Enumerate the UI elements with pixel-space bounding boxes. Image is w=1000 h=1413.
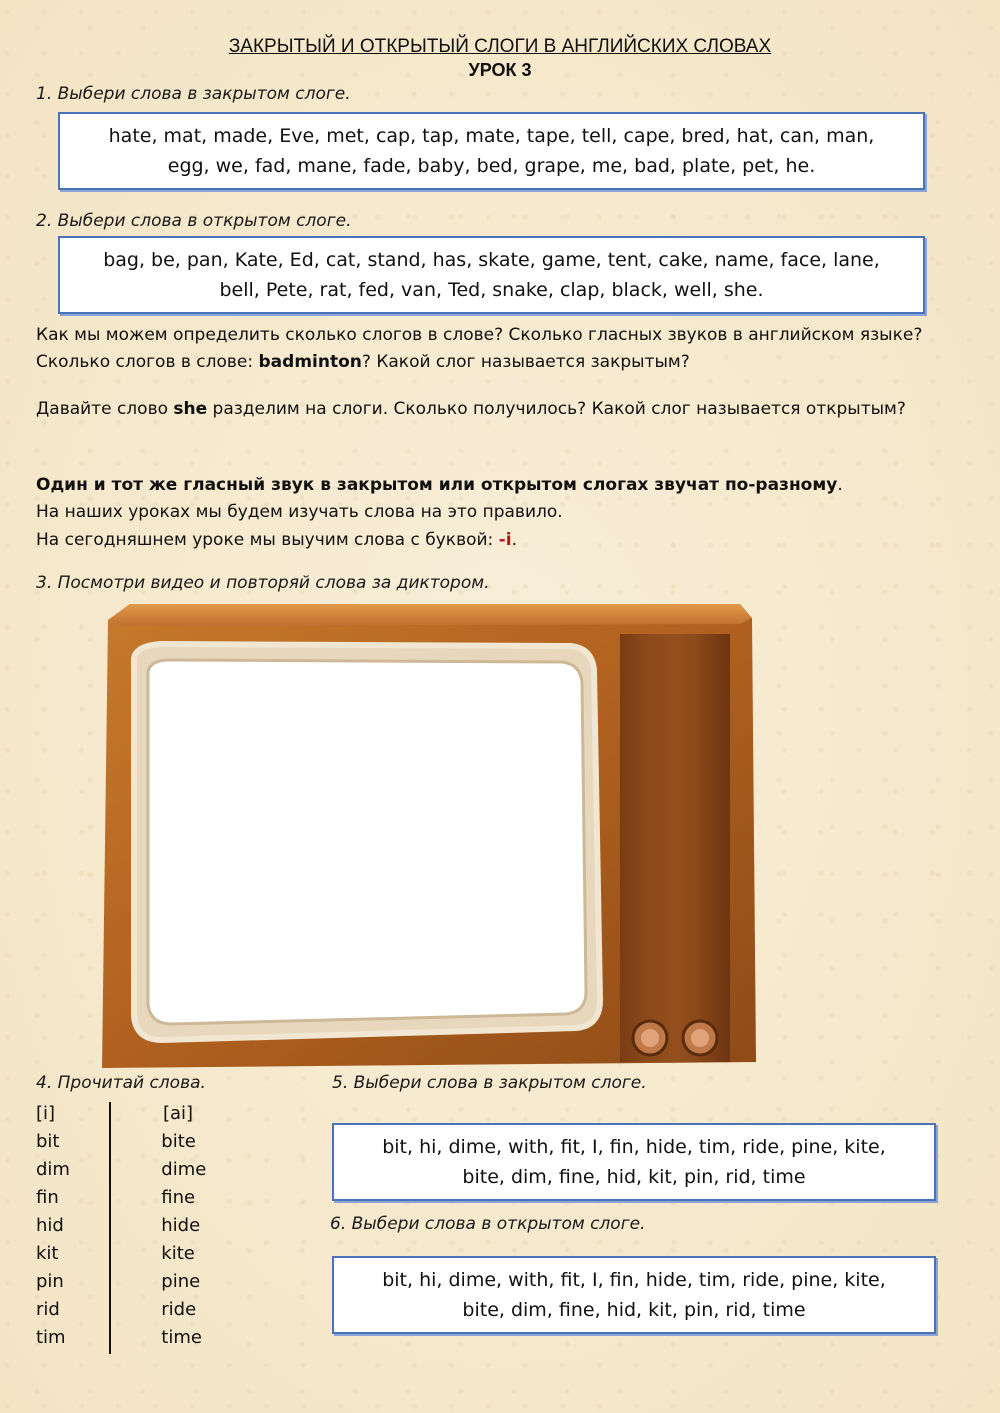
short-word: fin xyxy=(36,1187,59,1208)
long-word: ride xyxy=(161,1299,197,1320)
info-text: На сегодняшнем уроке мы выучим слова с буквой: xyxy=(36,530,499,550)
long-i-header: [ai] xyxy=(162,1103,194,1124)
table-row xyxy=(36,1156,226,1184)
long-word: time xyxy=(161,1327,202,1348)
example-word-badminton: badminton xyxy=(258,352,362,372)
task1-label: 1. Выбери слова в закрытом слоге. xyxy=(36,84,351,104)
table-row xyxy=(36,1184,226,1212)
rule-period: . xyxy=(837,475,843,495)
task2-words-line2: bell, Pete, rat, fed, van, Ted, snake, clap, black, well, she. xyxy=(219,279,764,301)
word-pairs-table xyxy=(36,1100,226,1352)
tv-top-edge xyxy=(108,604,752,626)
task2-words-line1: bag, be, pan, Kate, Ed, cat, stand, has, skate, game, tent, cake, name, face, lane, xyxy=(103,249,880,271)
info-line-1: На наших уроках мы будем изучать слова на это правило. xyxy=(36,502,563,522)
example-word-she: she xyxy=(173,399,208,419)
table-row xyxy=(36,1128,226,1156)
task5-word-box[interactable] xyxy=(332,1123,936,1201)
table-row xyxy=(36,1268,226,1296)
task4-label: 4. Прочитай слова. xyxy=(36,1073,206,1093)
task6-word-box[interactable] xyxy=(332,1256,936,1334)
task2-label: 2. Выбери слова в открытом слоге. xyxy=(36,211,352,231)
target-letter: -i xyxy=(498,530,512,550)
tv-video-frame[interactable] xyxy=(100,600,760,1070)
tv-screen[interactable] xyxy=(148,660,586,1024)
tv-panel-groove xyxy=(640,634,700,1062)
task6-words-line1: bit, hi, dime, with, fit, I, fin, hide, tim, ride, pine, kite, xyxy=(382,1269,886,1291)
long-word: fine xyxy=(161,1187,196,1208)
info-line-2 xyxy=(36,527,966,554)
short-word: rid xyxy=(36,1299,60,1320)
short-word: pin xyxy=(36,1271,64,1292)
task3-label: 3. Посмотри видео и повторяй слова за диктором. xyxy=(36,573,490,593)
question-paragraph-2 xyxy=(36,396,966,423)
info-period: . xyxy=(511,530,517,550)
page-title: ЗАКРЫТЫЙ И ОТКРЫТЫЙ СЛОГИ В АНГЛИЙСКИХ СЛОВАХ xyxy=(228,36,772,57)
tv-knob-left-center xyxy=(641,1029,659,1047)
question-text: Как мы можем определить сколько слогов в слове? Сколько гласных звуков в английском языке? Сколько слогов в слове: xyxy=(36,325,923,372)
question-paragraph-1 xyxy=(36,322,966,376)
short-word: tim xyxy=(36,1327,66,1348)
long-word: dime xyxy=(161,1159,207,1180)
task1-word-box[interactable] xyxy=(58,112,925,190)
task5-words-line2: bite, dim, fine, hid, kit, pin, rid, time xyxy=(462,1166,806,1188)
long-word: kite xyxy=(161,1243,195,1264)
long-word: hide xyxy=(161,1215,201,1236)
table-row xyxy=(36,1240,226,1268)
table-row xyxy=(36,1324,226,1352)
task5-words-line1: bit, hi, dime, with, fit, I, fin, hide, tim, ride, pine, kite, xyxy=(382,1136,886,1158)
short-i-header: [i] xyxy=(36,1103,56,1124)
lesson-number: УРОК 3 xyxy=(468,60,532,80)
short-word: kit xyxy=(36,1243,59,1264)
task1-words-line2: egg, we, fad, mane, fade, baby, bed, grape, me, bad, plate, pet, he. xyxy=(167,155,816,177)
task6-label: 6. Выбери слова в открытом слоге. xyxy=(330,1214,646,1234)
tv-knob-right-center xyxy=(691,1029,709,1047)
task1-words-line1: hate, mat, made, Eve, met, cap, tap, mate, tape, tell, cape, bred, hat, can, man, xyxy=(108,125,875,147)
table-row xyxy=(36,1296,226,1324)
long-word: pine xyxy=(161,1271,201,1292)
task6-words-line2: bite, dim, fine, hid, kit, pin, rid, time xyxy=(462,1299,806,1321)
short-word: dim xyxy=(36,1159,70,1180)
question-text-end: разделим на слоги. Сколько получилось? Какой слог называется открытым? xyxy=(207,399,906,419)
rule-text: Один и тот же гласный звук в закрытом или открытом слогах звучат по-разному xyxy=(36,475,838,495)
short-word: hid xyxy=(36,1215,64,1236)
table-row xyxy=(36,1212,226,1240)
task5-label: 5. Выбери слова в закрытом слоге. xyxy=(332,1073,647,1093)
task2-word-box[interactable] xyxy=(58,236,925,314)
short-word: bit xyxy=(36,1131,60,1152)
question-text-end: ? Какой слог называется закрытым? xyxy=(361,352,690,372)
word-pairs-header xyxy=(36,1100,226,1128)
question-text: Давайте слово xyxy=(36,399,174,419)
rule-statement xyxy=(36,472,966,499)
long-word: bite xyxy=(161,1131,196,1152)
